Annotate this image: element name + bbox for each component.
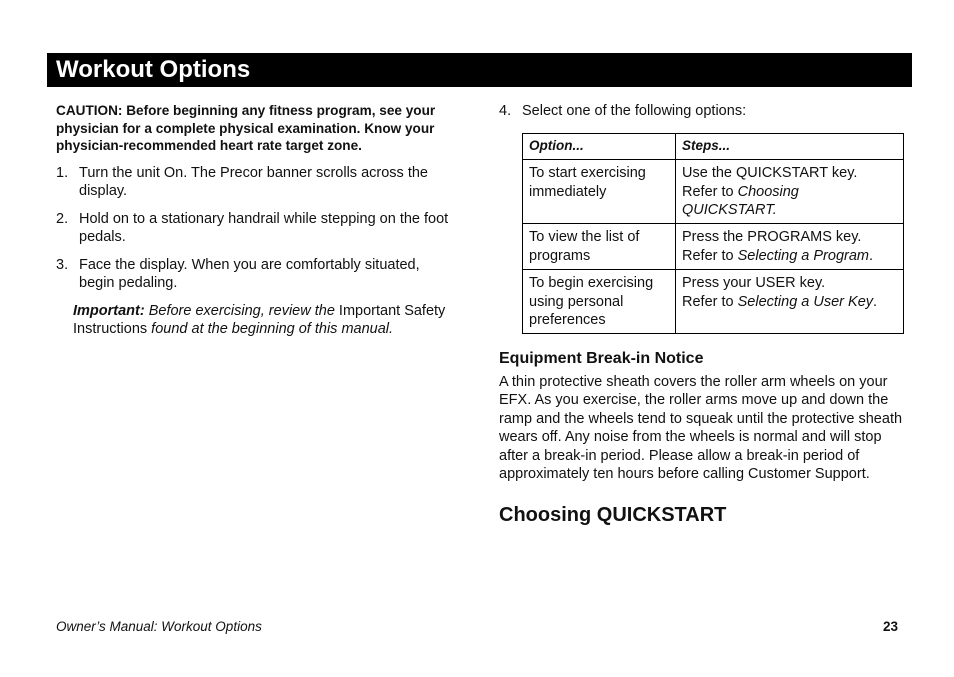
steps-reference [682,293,897,312]
step-text: Select one of the following options: [522,103,747,119]
step-3 [56,256,456,293]
option-cell: To view the list of programs [523,224,676,270]
breakin-heading: Equipment Break-in Notice [499,350,704,367]
reference-title: Selecting a User Key [737,293,874,310]
table-header-row [523,133,904,160]
important-text-1: Before exercising, review the [144,302,339,319]
title-bar [47,53,912,87]
important-text-2: found at the beginning of this manual. [147,321,394,337]
step-text: Turn the unit On. The Precor banner scrolls across the display. [79,164,428,199]
step-number: 1. [56,164,69,181]
steps-cell [676,160,904,224]
step-1 [56,164,456,201]
steps-action: Press your USER key. [682,275,826,291]
important-safety-ref: Important Safety Instructions [73,302,446,337]
caution-text: CAUTION: Before beginning any fitness program, see your physician for a complete physical examination. Know your physician-recommended heart rate target zone. [56,103,436,153]
breakin-body: A thin protective sheath covers the roller arm wheels on your EFX. As you exercise, the roller arms move up and down the ramp and the wheels tend to squeak until the protective sheath wears off. Any noise from the wheels is normal and will stop after a break-in period. Please allow a break-in period of approximately ten hours before calling Customer Support. [499,373,903,482]
steps-reference [682,183,897,220]
steps-cell [676,224,904,270]
reference-title: Choosing QUICKSTART. [682,183,799,218]
table-row [523,270,904,334]
header-steps: Steps... [676,133,904,160]
options-table [522,133,904,335]
refer-prefix: Refer to [682,247,738,264]
left-column [56,102,456,339]
step-4 [499,102,904,121]
refer-prefix: Refer to [682,183,738,200]
page-title: Workout Options [56,56,251,83]
important-note [73,302,456,339]
right-column [499,102,904,524]
step-number: 3. [56,256,69,273]
steps-cell [676,270,904,334]
step-number: 4. [499,103,512,119]
refer-prefix: Refer to [682,293,738,310]
page-number: 23 [883,619,899,634]
step-number: 2. [56,210,69,227]
reference-title: Selecting a Program [737,247,869,264]
refer-suffix: . [868,247,874,264]
option-cell: To begin exercising using personal preferences [523,270,676,334]
header-option: Option... [523,133,676,160]
step-text: Hold on to a stationary handrail while stepping on the foot pedals. [79,210,449,245]
table-row [523,160,904,224]
step-2 [56,210,456,247]
steps-action: Press the PROGRAMS key. [682,229,862,245]
quickstart-heading: Choosing QUICKSTART [499,503,727,526]
option-cell: To start exercising immediately [523,160,676,224]
refer-suffix: . [873,293,878,310]
steps-reference [682,247,897,266]
table-row [523,224,904,270]
step-text: Face the display. When you are comfortably situated, begin pedaling. [79,256,420,291]
footer-manual-title: Owner’s Manual: Workout Options [56,619,262,634]
steps-action: Use the QUICKSTART key. [682,165,858,181]
important-label: Important: [73,302,145,319]
